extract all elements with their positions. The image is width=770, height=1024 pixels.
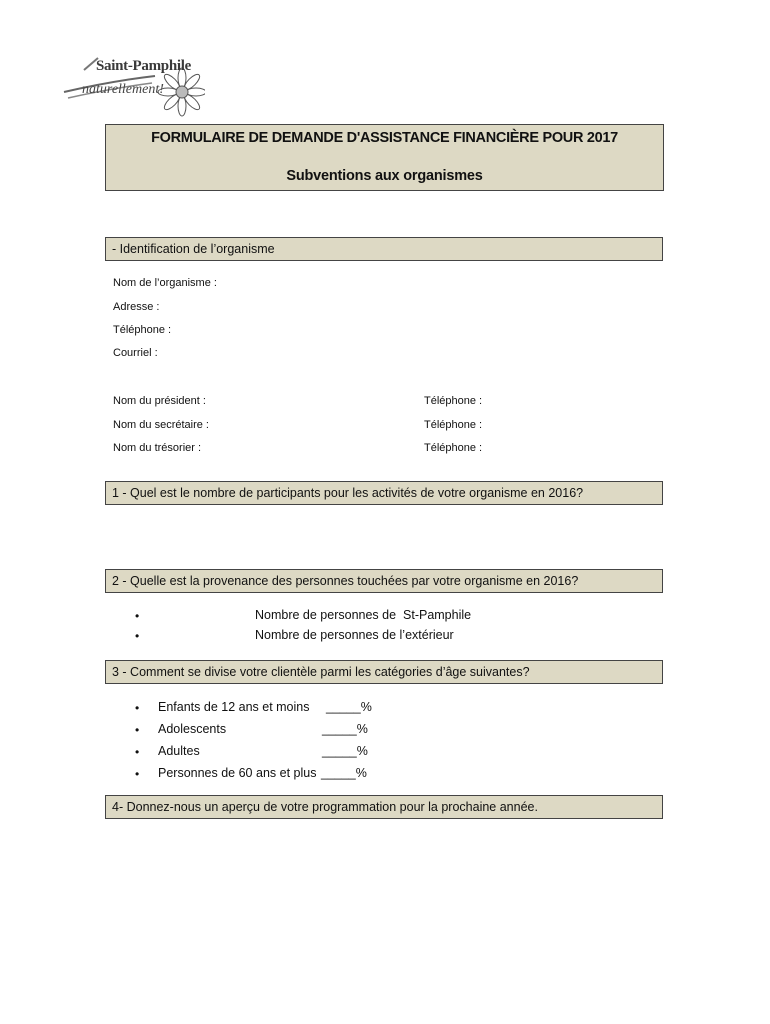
q3-blank-60-plus: _____% (321, 766, 367, 780)
field-tresorier-phone: Téléphone : (424, 442, 483, 454)
bullet-icon: • (135, 629, 140, 643)
bullet-icon: • (135, 767, 140, 781)
field-president-phone: Téléphone : (424, 395, 483, 407)
q2-item-exterieur: Nombre de personnes de l’extérieur (255, 628, 454, 642)
q3-item-adolescents: Adolescents (158, 722, 227, 736)
bullet-icon: • (135, 701, 140, 715)
logo-line2: naturellement! (82, 82, 164, 97)
field-telephone: Téléphone : (113, 324, 172, 336)
section-identification-heading: - Identification de l’organisme (105, 237, 663, 261)
question-4-heading: 4- Donnez-nous un aperçu de votre programmation pour la prochaine année. (105, 795, 663, 819)
q3-blank-adultes: _____% (322, 744, 368, 758)
form-title: FORMULAIRE DE DEMANDE D'ASSISTANCE FINANCIÈRE POUR 2017 (151, 130, 618, 146)
question-2-heading: 2 - Quelle est la provenance des personnes touchées par votre organisme en 2016? (105, 569, 663, 593)
q3-blank-adolescents: _____% (322, 722, 368, 736)
field-tresorier: Nom du trésorier : (113, 442, 202, 454)
logo (60, 52, 205, 118)
q3-blank-enfants: _____% (326, 700, 372, 714)
bullet-icon: • (135, 723, 140, 737)
logo-line1: Saint-Pamphile (96, 58, 191, 74)
field-secretaire: Nom du secrétaire : (113, 419, 209, 431)
bullet-icon: • (135, 745, 140, 759)
q2-item-st-pamphile: Nombre de personnes de St-Pamphile (255, 608, 472, 622)
q3-item-enfants: Enfants de 12 ans et moins (158, 700, 310, 714)
q3-item-60-plus: Personnes de 60 ans et plus (158, 766, 317, 780)
bullet-icon: • (135, 609, 140, 623)
form-subtitle: Subventions aux organismes (286, 168, 483, 184)
question-1-heading: 1 - Quel est le nombre de participants pour les activités de votre organisme en 2016? (105, 481, 663, 505)
field-courriel: Courriel : (113, 347, 158, 359)
field-president: Nom du président : (113, 395, 206, 407)
field-adresse: Adresse : (113, 301, 160, 313)
question-3-heading: 3 - Comment se divise votre clientèle parmi les catégories d’âge suivantes? (105, 660, 663, 684)
title-box (105, 124, 664, 191)
q3-item-adultes: Adultes (158, 744, 200, 758)
field-nom-organisme: Nom de l’organisme : (113, 277, 217, 289)
field-secretaire-phone: Téléphone : (424, 419, 483, 431)
